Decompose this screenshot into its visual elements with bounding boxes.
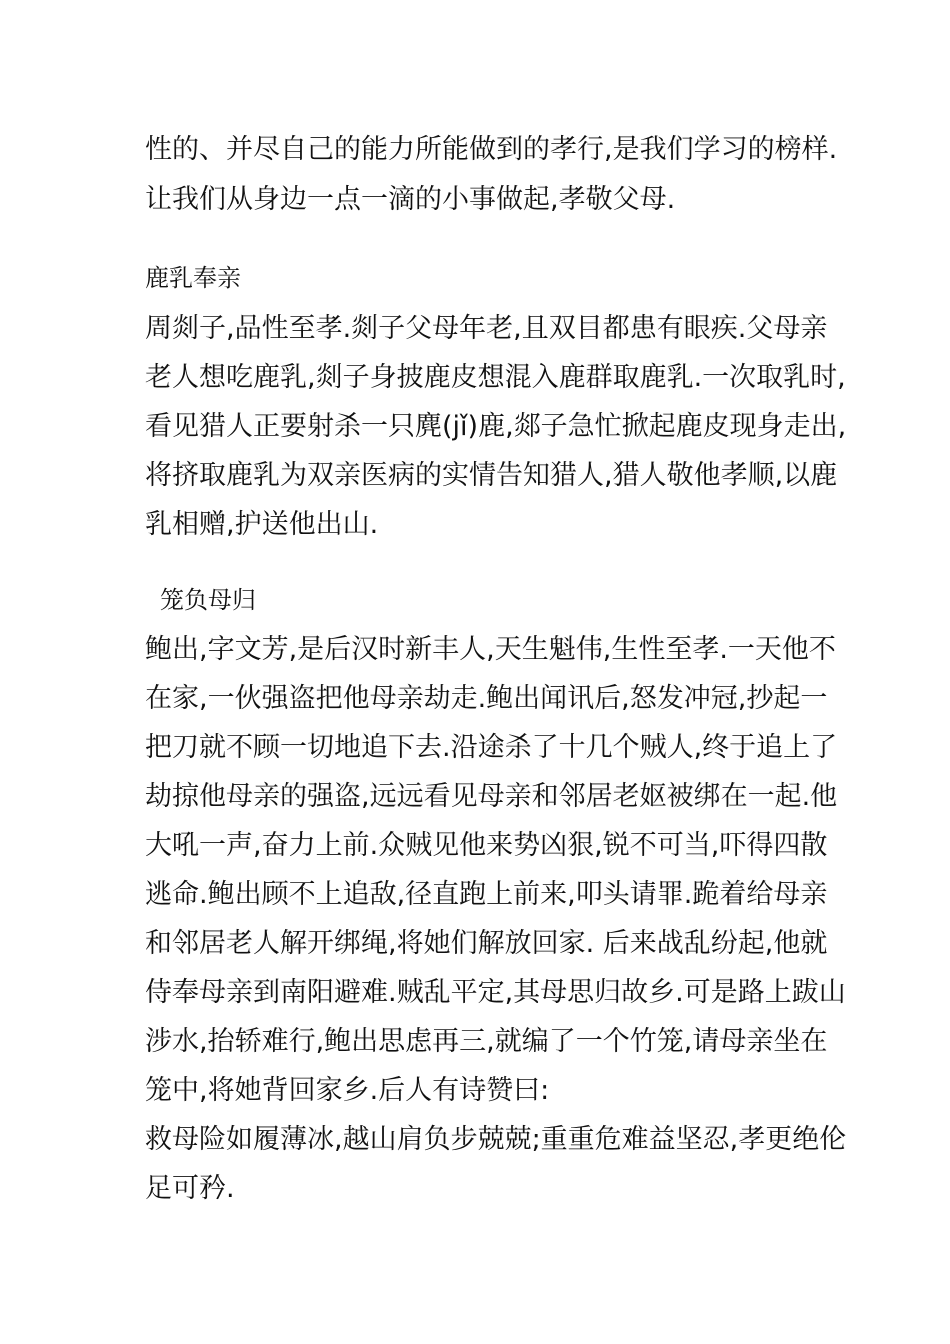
section2-line-3: 把刀就不顾一切地追下去.沿途杀了十几个贼人,终于追上了: [145, 732, 838, 763]
section2-line-2: 在家,一伙强盗把他母亲劫走.鲍出闻讯后,怒发冲冠,抄起一: [145, 683, 828, 714]
section2-line-5: 大吼一声,奋力上前.众贼见他来势凶狠,锐不可当,吓得四散: [145, 830, 828, 861]
intro-line-2: 让我们从身边一点一滴的小事做起,孝敬父母.: [145, 184, 676, 215]
section2-line-4: 劫掠他母亲的强盗,远远看见母亲和邻居老妪被绑在一起.他: [145, 781, 838, 812]
section1-title: 鹿乳奉亲: [145, 264, 241, 292]
section1-line-1: 周剡子,品性至孝.剡子父母年老,且双目都患有眼疾.父母亲: [145, 313, 828, 344]
section2-line-7: 和邻居老人解开绑绳,将她们解放回家. 后来战乱纷起,他就: [145, 928, 828, 959]
section1-line-2: 老人想吃鹿乳,剡子身披鹿皮想混入鹿群取鹿乳.一次取乳时,: [145, 362, 846, 393]
section2-line-10: 笼中,将她背回家乡.后人有诗赞曰:: [145, 1075, 550, 1106]
poem-line-1: 救母险如履薄冰,越山肩负步兢兢;重重危难益坚忍,孝更绝伦: [145, 1124, 847, 1155]
section2-line-6: 逃命.鲍出顾不上追敌,径直跑上前来,叩头请罪.跪着给母亲: [145, 879, 828, 910]
section2-title: 笼负母归: [160, 586, 256, 614]
intro-line-1: 性的、并尽自己的能力所能做到的孝行,是我们学习的榜样.: [145, 134, 838, 165]
section1-line-5: 乳相赠,护送他出山.: [145, 509, 379, 540]
section1-line-3: 看见猎人正要射杀一只麂(jǐ)鹿,郯子急忙掀起鹿皮现身走出,: [145, 411, 847, 442]
section2-line-8: 侍奉母亲到南阳避难.贼乱平定,其母思归故乡.可是路上跋山: [145, 977, 846, 1008]
section1-line-4: 将挤取鹿乳为双亲医病的实情告知猎人,猎人敬他孝顺,以鹿: [145, 460, 838, 491]
section2-line-1: 鲍出,字文芳,是后汉时新丰人,天生魁伟,生性至孝.一天他不: [145, 634, 836, 665]
poem-line-2: 足可矜.: [145, 1173, 235, 1204]
section2-line-9: 涉水,抬轿难行,鲍出思虑再三,就编了一个竹笼,请母亲坐在: [145, 1026, 828, 1057]
